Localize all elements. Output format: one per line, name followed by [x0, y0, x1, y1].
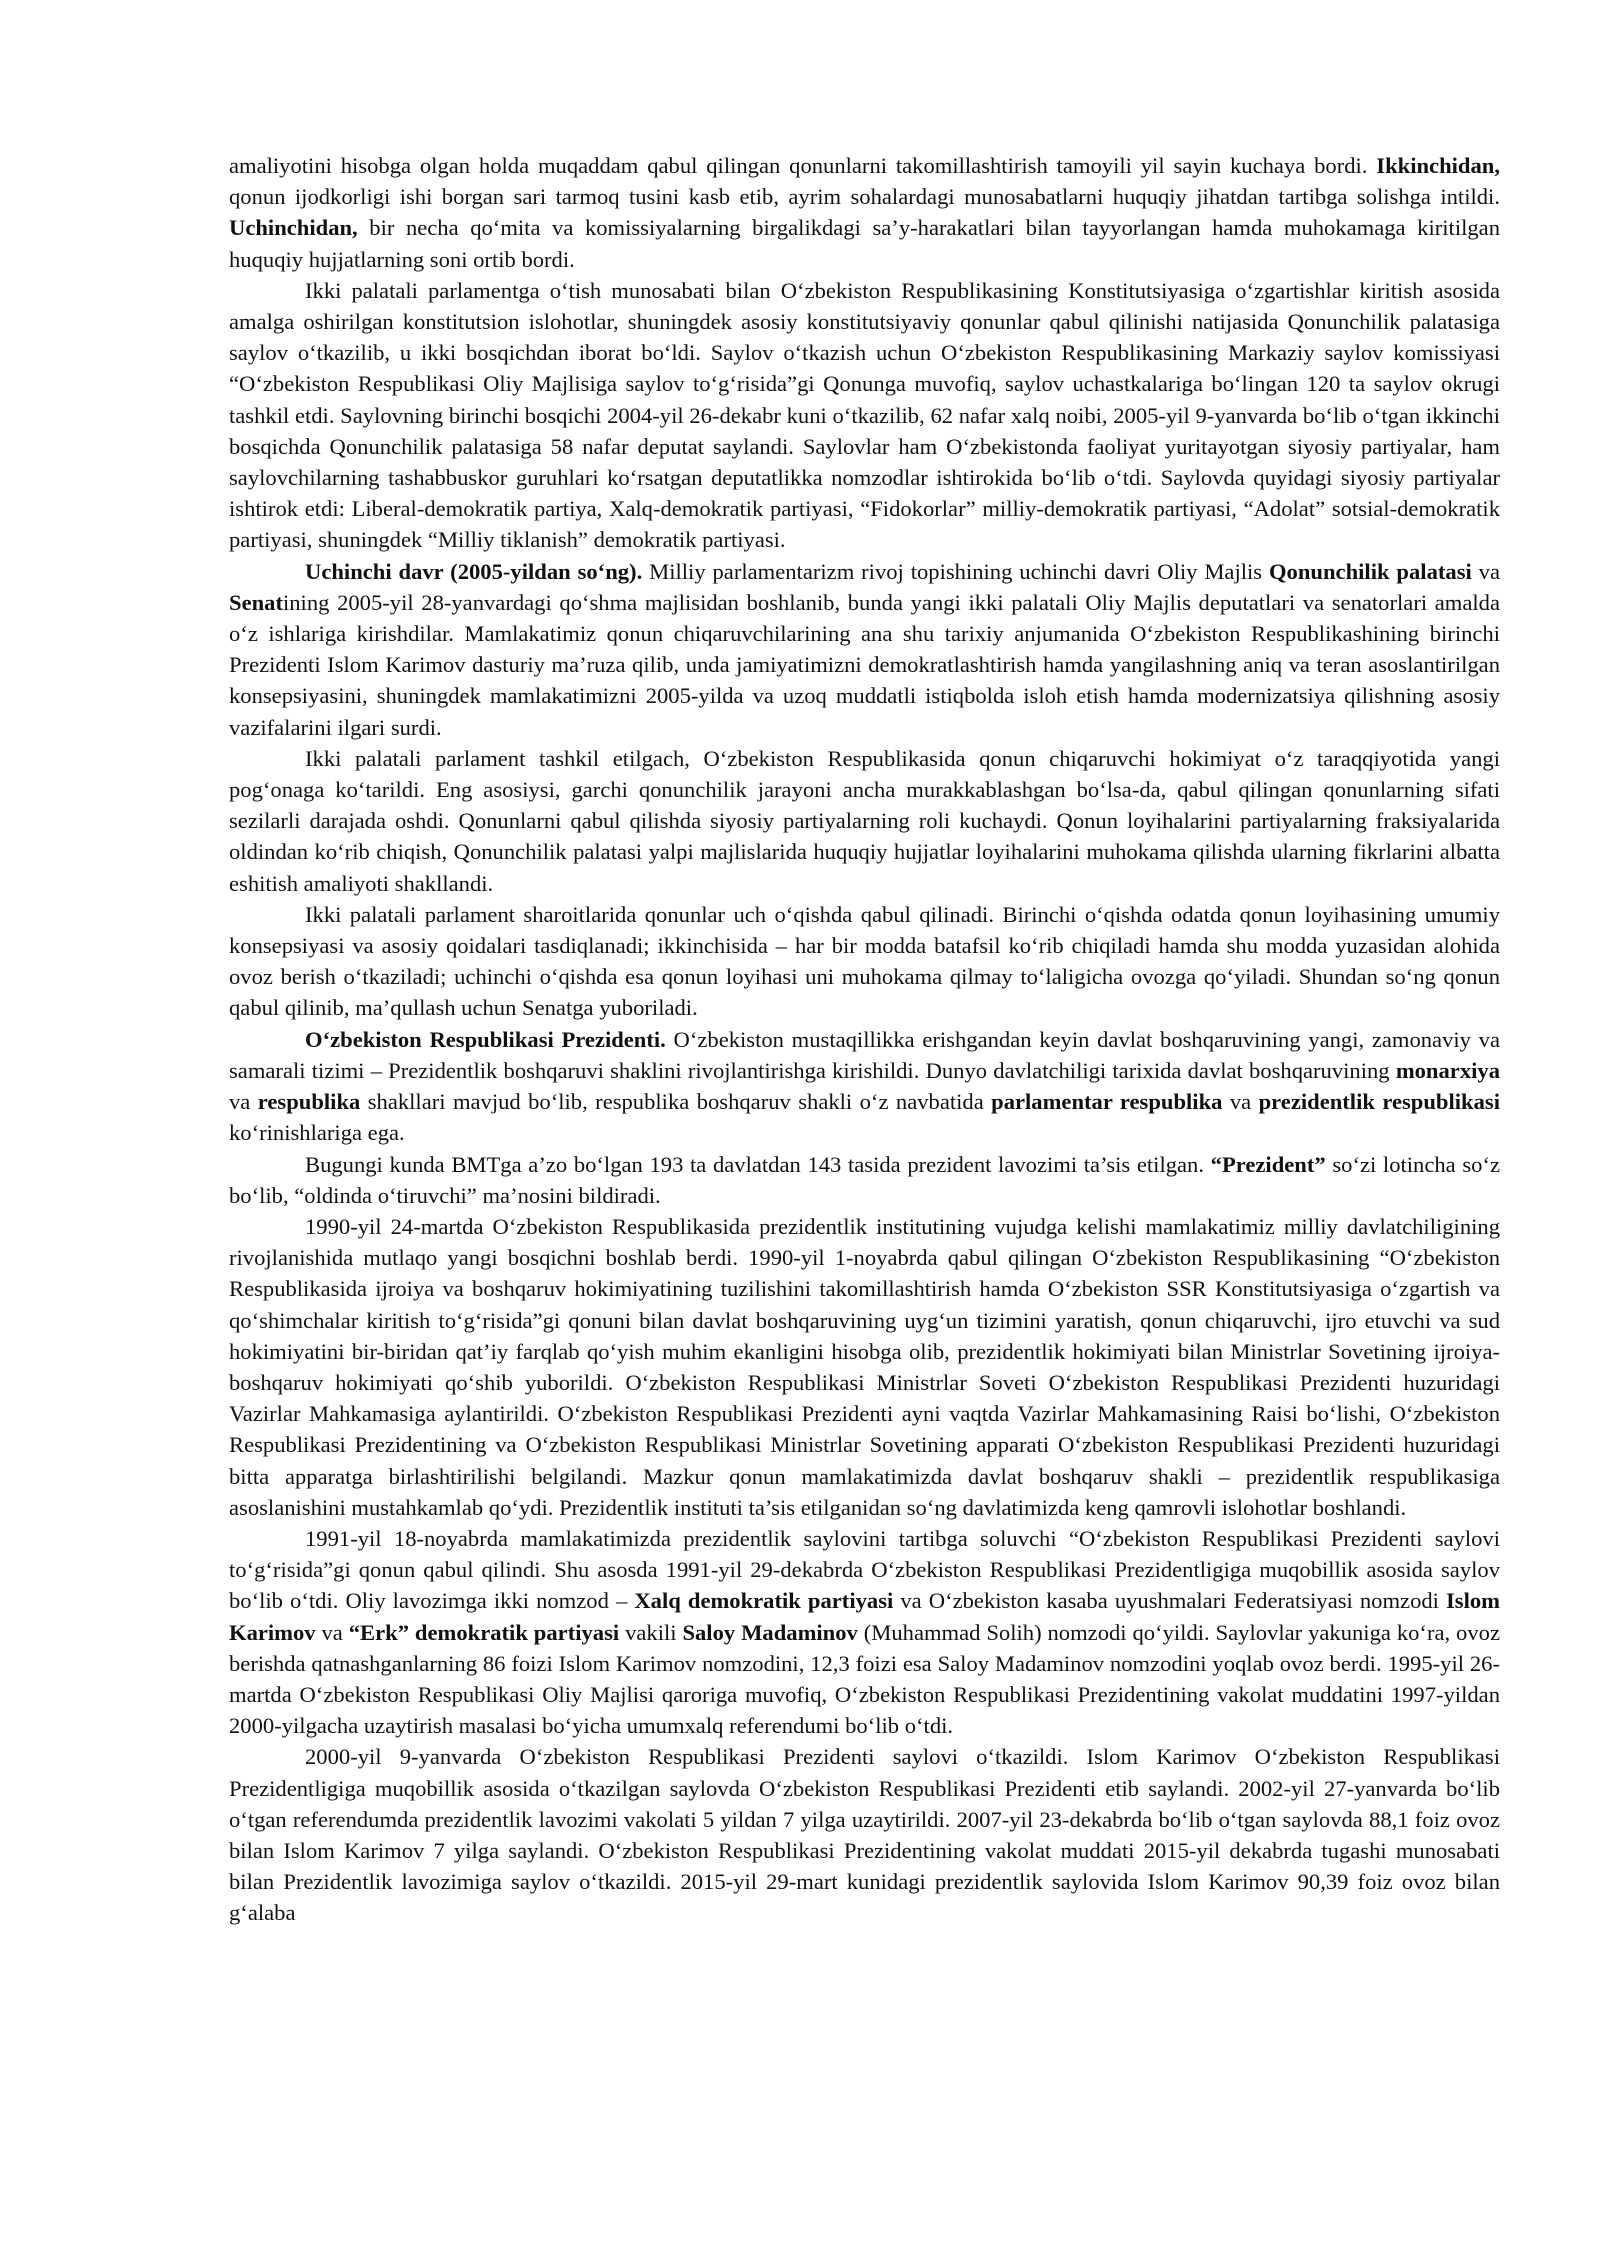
bold-term: “Erk” demokratik partiyasi: [348, 1619, 620, 1645]
text-run: O‘zbekiston mustaqillikka erishgandan keyin davlat boshqaruvining yangi, zamonaviy va samarali tizimi – Prezidentlik boshqaruvi shaklini rivojlantirishga kirishildi. Dunyo davlatchiligi tarixida davlat boshqaruvining: [229, 1026, 1500, 1083]
text-run: va: [315, 1619, 349, 1645]
paragraph-7: [229, 1149, 1500, 1211]
bold-term: Saloy Madaminov: [682, 1619, 858, 1645]
bold-term: parlamentar respublika: [991, 1089, 1223, 1115]
bold-term: Uchinchi davr (2005-yildan so‘ng).: [305, 558, 643, 584]
paragraph-10: [229, 1741, 1500, 1928]
bold-term: respublika: [257, 1089, 361, 1115]
text-run: (Muhammad Solih) nomzodi qo‘yildi. Saylovlar yakuniga ko‘ra, ovoz berishda qatnashganlarning 86 foizi Islom Karimov nomzodini, 12,3 foizi esa Saloy Madaminov nomzodini yoqlab ovoz berdi. 1995-yil 26-martda O‘zbekiston Respublikasi Oliy Majlisi qaroriga muvofiq, O‘zbekiston Respublikasi Prezidentining vakolat muddatini 1997-yildan 2000-yilgacha uzaytirish masalasi bo‘yicha umumxalq referendumi bo‘lib o‘tdi.: [229, 1619, 1500, 1739]
bold-term: Senat: [229, 589, 283, 615]
bold-term: monarxiya: [1395, 1057, 1500, 1083]
text-run: ining 2005-yil 28-yanvardagi qo‘shma majlisidan boshlanib, bunda yangi ikki palatali Oliy Majlis deputatlari va senatorlari amalda o‘z ishlariga kirishdilar. Mamlakatimiz qonun chiqaruvchilarining ana shu tarixiy anjumanida O‘zbekiston Respublikashining birinchi Prezidenti Islom Karimov dasturiy ma’ruza qilib, unda jamiyatimizni demokratlashtirish hamda yangilashning aniq va teran asoslantirilgan konsepsiyasini, shuningdek mamlakatimizni 2005-yilda va uzoq muddatli istiqbolda isloh etish hamda modernizatsiya qilishning asosiy vazifalarini ilgari surdi.: [229, 589, 1500, 740]
text-run: amaliyotini hisobga olgan holda muqaddam qabul qilingan qonunlarni takomillashtirish tamoyili yil sayin kuchaya bordi.: [229, 153, 1377, 178]
bold-term: Qonunchilik palatasi: [1268, 558, 1472, 584]
text-run: va: [1471, 558, 1500, 584]
bold-term: O‘zbekiston Respublikasi Prezidenti.: [305, 1026, 666, 1052]
paragraph-6: [229, 1024, 1500, 1149]
text-run: Ikki palatali parlamentga o‘tish munosabati bilan O‘zbekiston Respublikasining Konstitutsiyasiga o‘zgartishlar kiritish asosida amalga oshirilgan konstitutsion islohotlar, shuningdek asosiy konstitutsiyaviy qonunlar qabul qilinishi natijasida Qonunchilik palatasiga saylov o‘tkazilib, u ikki bosqichdan iborat bo‘ldi. Saylov o‘tkazish uchun O‘zbekiston Respublikasining Markaziy saylov komissiyasi “O‘zbekiston Respublikasi Oliy Majlisiga saylov to‘g‘risida”gi Qonunga muvofiq, saylov uchastkalariga bo‘lingan 120 ta saylov okrugi tashkil etdi. Saylovning birinchi bosqichi 2004-yil 26-dekabr kuni o‘tkazilib, 62 nafar xalq noibi, 2005-yil 9-yanvarda bo‘lib o‘tgan ikkinchi bosqichda Qonunchilik palatasiga 58 nafar deputat saylandi. Saylovlar ham O‘zbekistonda faoliyat yuritayotgan siyosiy partiyalar, ham saylovchilarning tashabbuskor guruhlari ko‘rsatgan deputatlikka nomzodlar ishtirokida bo‘lib o‘tdi. Saylovda quyidagi siyosiy partiyalar ishtirok etdi: Liberal-demokratik partiya, Xalq-demokratik partiyasi, “Fidokorlar” milliy-demokratik partiyasi, “Adolat” sotsial-demokratik partiyasi, shuningdek “Milliy tiklanish” demokratik partiyasi.: [229, 277, 1500, 553]
text-run: Ikki palatali parlament sharoitlarida qonunlar uch o‘qishda qabul qilinadi. Birinchi o‘qishda odatda qonun loyihasining umumiy konsepsiyasi va asosiy qoidalari tasdiqlanadi; ikkinchisida – har bir modda batafsil ko‘rib chiqiladi hamda shu modda yuzasidan alohida ovoz berish o‘tkaziladi; uchinchi o‘qishda esa qonun loyihasi uni muhokama qilmay to‘laligicha ovozga qo‘yiladi. Shundan so‘ng qonun qabul qilinib, ma’qullash uchun Senatga yuboriladi.: [229, 901, 1500, 1021]
text-run: 2000-yil 9-yanvarda O‘zbekiston Respublikasi Prezidenti saylovi o‘tkazildi. Islom Karimov O‘zbekiston Respublikasi Prezidentligiga muqobillik asosida o‘tkazilgan saylovda O‘zbekiston Respublikasi Prezidenti etib saylandi. 2002-yil 27-yanvarda bo‘lib o‘tgan referendumda prezidentlik lavozimi vakolati 5 yildan 7 yilga uzaytirildi. 2007-yil 23-dekabrda bo‘lib o‘tgan saylovda 88,1 foiz ovoz bilan Islom Karimov 7 yilga saylandi. O‘zbekiston Respublikasi Prezidentining vakolat muddati 2015-yil dekabrda tugashi munosabati bilan Prezidentlik lavozimiga saylov o‘tkazildi. 2015-yil 29-mart kunidagi prezidentlik saylovida Islom Karimov 90,39 foiz ovoz bilan g‘alaba: [229, 1744, 1500, 1926]
text-run: ko‘rinishlariga ega.: [229, 1120, 405, 1146]
paragraph-4: [229, 743, 1500, 899]
bold-term: prezidentlik respublikasi: [1258, 1089, 1500, 1115]
document-page: [229, 150, 1500, 1929]
text-run: 1990-yil 24-martda O‘zbekiston Respublikasida prezidentlik institutining vujudga kelishi mamlakatimiz milliy davlatchiligining rivojlanishida mutlaqo yangi bosqichni boshlab berdi. 1990-yil 1-noyabrda qabul qilingan O‘zbekiston Respublikasining “O‘zbekiston Respublikasida ijroiya va boshqaruv hokimiyatining tuzilishini takomillashtirish hamda O‘zbekiston SSR Konstitutsiyasiga o‘zgartish va qo‘shimchalar kiritish to‘g‘risida”gi qonuni bilan davlat boshqaruvining uyg‘un tizimini yaratish, qonun chiqaruvchi, ijro etuvchi va sud hokimiyatini bir-biridan qat’iy farqlab qo‘yish muhim ekanligini hisobga olib, prezidentlik hokimiyati bilan Ministrlar Sovetining ijroiya-boshqaruv hokimiyati qo‘shib yuborildi. O‘zbekiston Respublikasi Ministrlar Soveti O‘zbekiston Respublikasi Prezidenti huzuridagi Vazirlar Mahkamasiga aylantirildi. O‘zbekiston Respublikasi Prezidenti ayni vaqtda Vazirlar Mahkamasining Raisi bo‘lishi, O‘zbekiston Respublikasi Prezidentining va O‘zbekiston Respublikasi Ministrlar Sovetining apparati O‘zbekiston Respublikasi Prezidenti huzuridagi bitta apparatga birlashtirilishi belgilandi. Mazkur qonun mamlakatimizda davlat boshqaruv shakli – prezidentlik respublikasiga asoslanishini mustahkamlab qo‘ydi. Prezidentlik instituti ta’sis etilganidan so‘ng davlatimizda keng qamrovli islohotlar boshlandi.: [229, 1213, 1500, 1520]
paragraph-1: [229, 150, 1500, 275]
paragraph-9: [229, 1523, 1500, 1741]
bold-term: Xalq demokratik partiyasi: [634, 1588, 894, 1614]
text-run: va O‘zbekiston kasaba uyushmalari Federatsiyasi nomzodi: [893, 1588, 1447, 1614]
bold-term: Ikkinchidan,: [1376, 153, 1500, 178]
text-run: va: [229, 1089, 258, 1115]
text-run: va: [1222, 1089, 1259, 1115]
paragraph-5: [229, 899, 1500, 1024]
text-run: so‘zi lotincha so‘z bo‘lib, “oldinda o‘tiruvchi” ma’nosini bildiradi.: [229, 1151, 1500, 1208]
bold-term: Islom Karimov: [229, 1588, 1500, 1645]
paragraph-8: [229, 1211, 1500, 1523]
text-run: 1991-yil 18-noyabrda mamlakatimizda prezidentlik saylovini tartibga soluvchi “O‘zbekiston Respublikasi Prezidenti saylovi to‘g‘risida”gi qonun qabul qilindi. Shu asosda 1991-yil 29-dekabrda O‘zbekiston Respublikasi Prezidentligiga muqobillik asosida saylov bo‘lib o‘tdi. Oliy lavozimga ikki nomzod –: [229, 1525, 1500, 1614]
text-run: Milliy parlamentarizm rivoj topishining uchinchi davri Oliy Majlis: [642, 558, 1269, 584]
text-run: shakllari mavjud bo‘lib, respublika boshqaruv shakli o‘z navbatida: [360, 1089, 992, 1115]
bold-term: “Prezident”: [1210, 1151, 1326, 1177]
text-run: qonun ijodkorligi ishi borgan sari tarmoq tusini kasb etib, ayrim sohalardagi munosabatlarni huquqiy jihatdan tartibga solishga intildi.: [229, 184, 1500, 210]
paragraph-3: [229, 556, 1500, 743]
bold-term: Uchinchidan,: [229, 215, 358, 241]
text-run: Ikki palatali parlament tashkil etilgach, O‘zbekiston Respublikasida qonun chiqaruvchi hokimiyat o‘z taraqqiyotida yangi pog‘onaga ko‘tarildi. Eng asosiysi, garchi qonunchilik jarayoni ancha murakkablashgan bo‘lsa-da, qabul qilingan qonunlarning sifati sezilarli darajada oshdi. Qonunlarni qabul qilishda siyosiy partiyalarning roli kuchaydi. Qonun loyihalarini partiyalarning fraksiyalarida oldindan ko‘rib chiqish, Qonunchilik palatasi yalpi majlislarida huquqiy hujjatlar loyihalarini muhokama qilishda ularning fikrlarini albatta eshitish amaliyoti shakllandi.: [229, 745, 1500, 896]
paragraph-2: [229, 275, 1500, 556]
text-run: vakili: [619, 1619, 683, 1645]
text-run: bir necha qo‘mita va komissiyalarning birgalikdagi sa’y-harakatlari bilan tayyorlangan hamda muhokamaga kiritilgan huquqiy hujjatlarning soni ortib bordi.: [229, 215, 1500, 272]
text-run: Bugungi kunda BMTga a’zo bo‘lgan 193 ta davlatdan 143 tasida prezident lavozimi ta’sis etilgan.: [305, 1151, 1211, 1177]
